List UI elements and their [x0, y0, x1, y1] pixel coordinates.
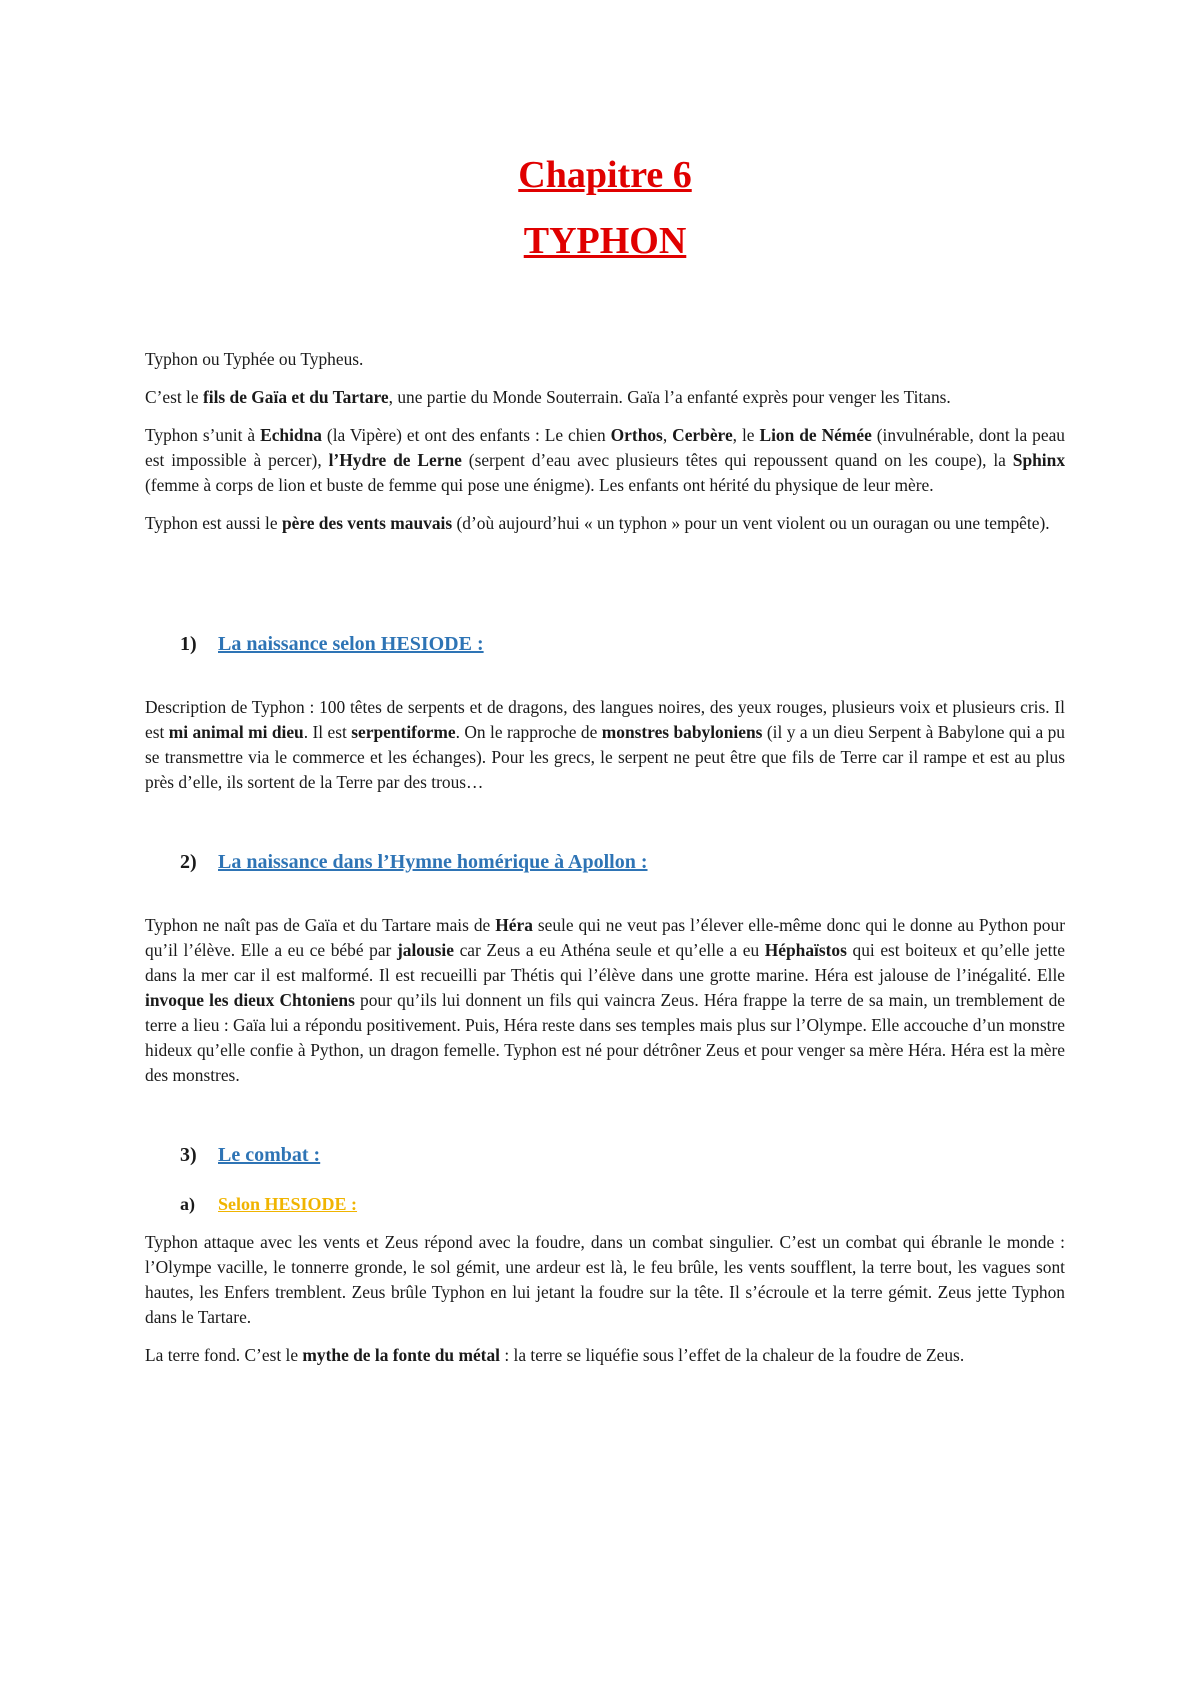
section-2-title: La naissance dans l’Hymne homérique à Apollon : — [218, 851, 648, 873]
section-3-title: Le combat : — [218, 1144, 321, 1166]
section-2-heading — [145, 849, 1065, 875]
chapter-subtitle: TYPHON — [523, 220, 687, 262]
section-3a-paragraph-1: Typhon attaque avec les vents et Zeus répond avec la foudre, dans un combat singulier. C’est un combat qui ébranle le monde : l’Olympe vacille, le tonnerre gronde, le sol gémit, une ardeur est là, le feu brûle, les vents soufflent, la terre bout, les vagues sont hautes, les Enfers tremblent. Zeus brûle Typhon en lui jetant la foudre sur la tête. Il s’écroule et la terre gémit. Zeus jette Typhon dans le Tartare. — [145, 1232, 1065, 1327]
section-1-heading — [145, 631, 1065, 657]
section-3-number: 3) — [180, 1144, 197, 1166]
section-1-paragraph: Description de Typhon : 100 têtes de serpents et de dragons, des langues noires, des yeux rouges, plusieurs voix et plusieurs cris. Il est mi animal mi dieu. Il est serpentiforme. On le rapproche de monstres babyloniens (il y a un dieu Serpent à Babylone qui a pu se transmettre via le commerce et les échanges). Pour les grecs, le serpent ne peut être que fils de Terre car il rampe et est au plus près d’elle, ils sortent de la Terre par des trous… — [145, 697, 1066, 792]
section-1-number: 1) — [180, 633, 197, 655]
intro-paragraph-1: C’est le fils de Gaïa et du Tartare, une partie du Monde Souterrain. Gaïa l’a enfanté exprès pour venger les Titans. — [145, 387, 951, 407]
document-page — [145, 145, 1065, 1368]
intro-paragraph-3: Typhon est aussi le père des vents mauvais (d’où aujourd’hui « un typhon » pour un vent violent ou un ouragan ou une tempête). — [145, 513, 1050, 533]
section-3a-title: Selon HESIODE : — [218, 1194, 358, 1214]
intro-names: Typhon ou Typhée ou Typheus. — [145, 349, 364, 369]
intro-paragraph-2: Typhon s’unit à Echidna (la Vipère) et ont des enfants : Le chien Orthos, Cerbère, le Lion de Némée (invulnérable, dont la peau est impossible à percer), l’Hydre de Lerne (serpent d’eau avec plusieurs têtes qui repoussent quand on les coupe), la Sphinx (femme à corps de lion et buste de femme qui pose une énigme). Les enfants ont hérité du physique de leur mère. — [145, 425, 1066, 495]
section-3a-heading — [145, 1192, 1065, 1216]
section-1-title: La naissance selon HESIODE : — [218, 633, 484, 655]
section-3-heading — [145, 1142, 1065, 1168]
section-2-paragraph: Typhon ne naît pas de Gaïa et du Tartare mais de Héra seule qui ne veut pas l’élever elle-même donc qui le donne au Python pour qu’il l’élève. Elle a eu ce bébé par jalousie car Zeus a eu Athéna seule et qu’elle a eu Héphaïstos qui est boiteux et qu’elle jette dans la mer car il est malformé. Il est recueilli par Thétis qui l’élève dans une grotte marine. Héra est jalouse de l’inégalité. Elle invoque les dieux Chtoniens pour qu’ils lui donnent un fils qui vaincra Zeus. Héra frappe la terre de sa main, un tremblement de terre a lieu : Gaïa lui a répondu positivement. Puis, Héra reste dans ses temples mais plus sur l’Olympe. Elle accouche d’un monstre hideux qu’elle confie à Python, un dragon femelle. Typhon est né pour détrôner Zeus et pour venger sa mère Héra. Héra est la mère des monstres. — [145, 915, 1065, 1085]
chapter-title: Chapitre 6 — [518, 154, 692, 196]
section-2-number: 2) — [180, 851, 197, 873]
section-3a-number: a) — [180, 1194, 195, 1214]
section-3a-paragraph-2: La terre fond. C’est le mythe de la fonte du métal : la terre se liquéfie sous l’effet de la chaleur de la foudre de Zeus. — [145, 1345, 965, 1365]
